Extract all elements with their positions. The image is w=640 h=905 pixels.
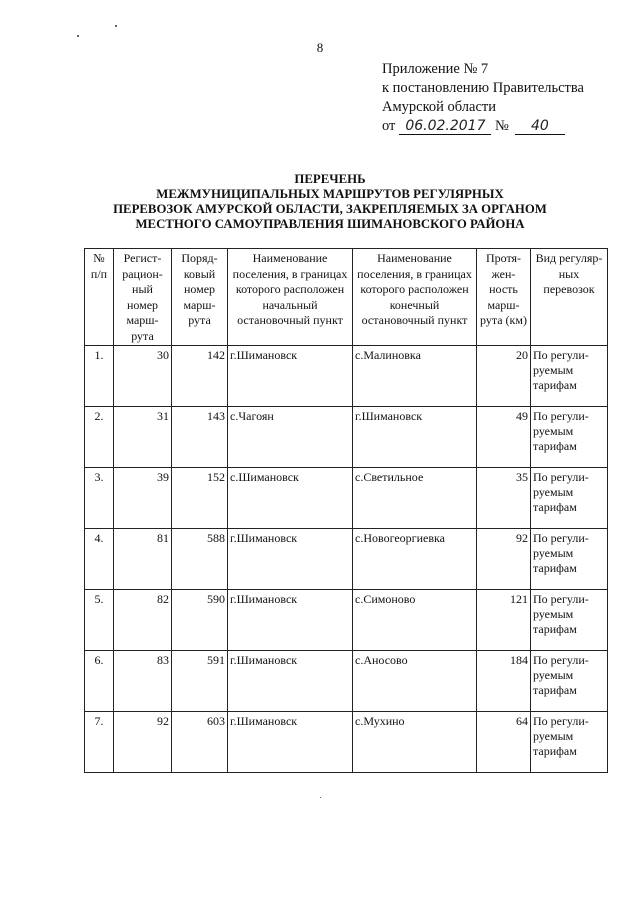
table-row [85,528,608,589]
cell-order-number: 142 [172,345,228,406]
cell-registration-number: 83 [114,650,172,711]
cell-transport-kind: По регули- руемым тарифам [531,467,608,528]
cell-number: 2. [85,406,114,467]
cell-order-number: 588 [172,528,228,589]
cell-start-settlement: г.Шимановск [228,650,353,711]
table-row [85,650,608,711]
cell-transport-kind: По регули- руемым тарифам [531,528,608,589]
cell-end-settlement: с.Мухино [353,711,477,772]
table-row [85,711,608,772]
header-end-settlement: Наименование поселения, в границах которого расположен конечный остановочный пункт [353,249,477,346]
cell-route-length: 92 [477,528,531,589]
table-row [85,467,608,528]
cell-order-number: 603 [172,711,228,772]
appendix-title: Приложение № 7 [382,61,489,77]
header-route-length: Протя- жен- ность марш- рута (км) [477,249,531,346]
cell-route-length: 64 [477,711,531,772]
cell-route-length: 35 [477,467,531,528]
cell-start-settlement: г.Шимановск [228,345,353,406]
cell-order-number: 591 [172,650,228,711]
title-line-4: МЕСТНОГО САМОУПРАВЛЕНИЯ ШИМАНОВСКОГО РАЙОНА [135,217,525,231]
cell-start-settlement: г.Шимановск [228,589,353,650]
appendix-region-line: Амурской области [382,99,496,115]
page-number: 8 [316,40,324,55]
cell-start-settlement: с.Чагоян [228,406,353,467]
title-line-3: ПЕРЕВОЗОК АМУРСКОЙ ОБЛАСТИ, ЗАКРЕПЛЯЕМЫХ ЗА ОРГАНОМ [113,202,547,216]
appendix-header [382,60,584,136]
table-header-row [85,249,608,346]
cell-transport-kind: По регули- руемым тарифам [531,711,608,772]
cell-transport-kind: По регули- руемым тарифам [531,650,608,711]
cell-registration-number: 31 [114,406,172,467]
handwritten-number: 40 [515,118,565,135]
table-row [85,589,608,650]
cell-order-number: 143 [172,406,228,467]
cell-registration-number: 39 [114,467,172,528]
cell-route-length: 184 [477,650,531,711]
cell-registration-number: 30 [114,345,172,406]
cell-end-settlement: с.Малиновка [353,345,477,406]
cell-transport-kind: По регули- руемым тарифам [531,589,608,650]
cell-end-settlement: г.Шимановск [353,406,477,467]
header-order-number: Поряд- ковый номер марш- рута [172,249,228,346]
cell-route-length: 49 [477,406,531,467]
cell-transport-kind: По регули- руемым тарифам [531,406,608,467]
header-registration-number: Регист- рацион- ный номер марш- рута [114,249,172,346]
cell-start-settlement: с.Шимановск [228,467,353,528]
cell-number: 6. [85,650,114,711]
cell-end-settlement: с.Симоново [353,589,477,650]
handwritten-date: 06.02.2017 [399,118,491,135]
cell-end-settlement: с.Аносово [353,650,477,711]
cell-number: 7. [85,711,114,772]
table-row [85,406,608,467]
cell-start-settlement: г.Шимановск [228,528,353,589]
header-transport-kind: Вид регуляр- ных перевозок [531,249,608,346]
document-title [80,172,580,232]
cell-end-settlement: с.Новогеоргиевка [353,528,477,589]
cell-transport-kind: По регули- руемым тарифам [531,345,608,406]
scan-speck [77,35,79,37]
title-line-2: МЕЖМУНИЦИПАЛЬНЫХ МАРШРУТОВ РЕГУЛЯРНЫХ [156,187,504,201]
appendix-decree-line: к постановлению Правительства [382,80,584,96]
cell-number: 4. [85,528,114,589]
cell-number: 1. [85,345,114,406]
from-label: от [382,118,396,134]
cell-number: 5. [85,589,114,650]
cell-number: 3. [85,467,114,528]
header-start-settlement: Наименование поселения, в границах которого расположен начальный остановочный пункт [228,249,353,346]
cell-start-settlement: г.Шимановск [228,711,353,772]
cell-order-number: 152 [172,467,228,528]
cell-route-length: 121 [477,589,531,650]
table-row [85,345,608,406]
cell-registration-number: 82 [114,589,172,650]
scan-speck [320,797,321,798]
title-line-1: ПЕРЕЧЕНЬ [294,172,366,186]
cell-registration-number: 81 [114,528,172,589]
cell-route-length: 20 [477,345,531,406]
scan-speck [115,25,117,27]
routes-table [84,248,608,773]
appendix-date-line [382,117,584,136]
cell-order-number: 590 [172,589,228,650]
header-number: № п/п [85,249,114,346]
cell-end-settlement: с.Светильное [353,467,477,528]
cell-registration-number: 92 [114,711,172,772]
number-label: № [495,118,509,134]
